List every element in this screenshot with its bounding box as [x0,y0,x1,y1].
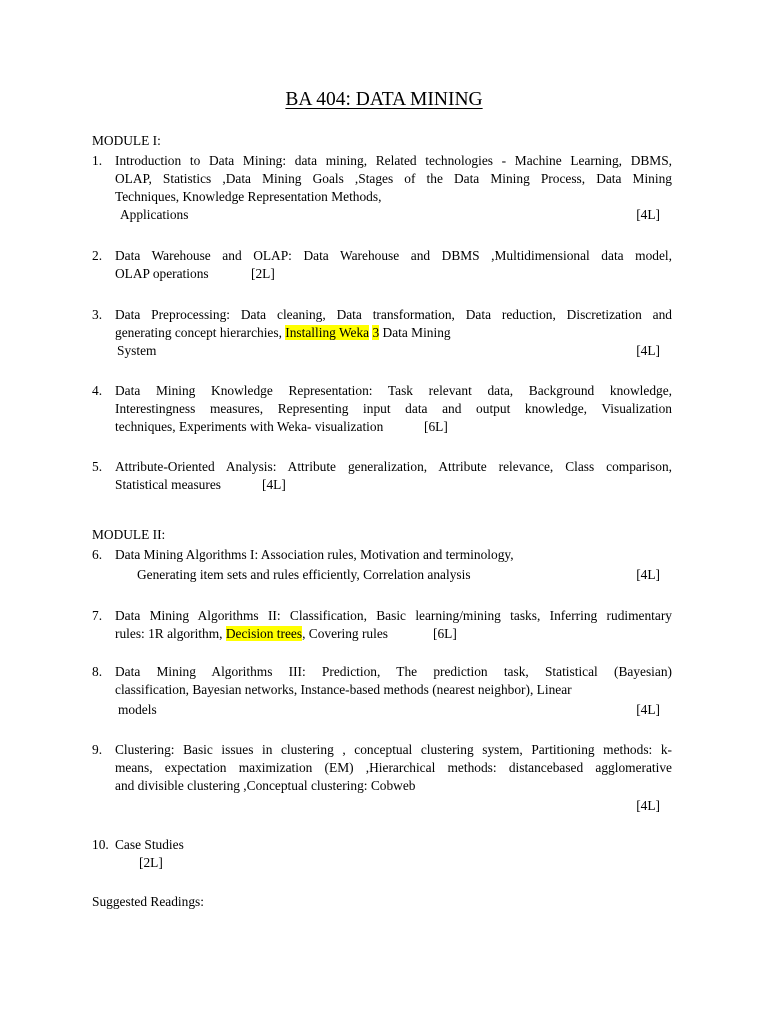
item-number: 4. [92,383,103,398]
item-text-line [115,625,388,643]
item-text: generating concept hierarchies, [115,325,286,340]
syllabus-item-9 [92,741,672,815]
item-text: rules: 1R algorithm, [115,626,226,641]
item-text-line: classification, Bayesian networks, Instance-based methods (nearest neighbor), Linear [115,682,572,697]
module-2-heading: MODULE II: [92,527,166,542]
item-text-line: Data Preprocessing: Data cleaning, Data transformation, Data reduction, Discretization and [115,307,672,322]
syllabus-item-5 [92,458,672,494]
lecture-hours: [4L] [636,207,660,222]
item-text-line: means, expectation maximization (EM) ,Hierarchical methods: distancebased agglomerative [115,760,672,775]
page-title: BA 404: DATA MINING [285,89,483,110]
item-text-line: Introduction to Data Mining: data mining, Related technologies - Machine Learning, DBMS, [115,153,672,168]
lecture-hours: [2L] [139,855,163,870]
item-text-line: Data Mining Knowledge Representation: Task relevant data, Background knowledge, [115,383,672,398]
item-number: 1. [92,153,103,168]
item-text-line: and divisible clustering ,Conceptual clustering: Cobweb [115,778,416,793]
item-text-line: Techniques, Knowledge Representation Methods, [115,189,382,204]
lecture-hours: [2L] [251,266,275,281]
item-text-line: models [118,702,157,717]
item-text-line: Applications [120,207,189,222]
lecture-hours: [6L] [424,419,448,434]
syllabus-item-4 [92,382,672,436]
syllabus-item-7 [92,607,672,643]
item-text-line: Generating item sets and rules efficiently, Correlation analysis [137,567,471,582]
syllabus-item-3 [92,306,672,360]
item-text-line: techniques, Experiments with Weka- visualization [115,419,384,434]
item-number: 3. [92,307,103,322]
lecture-hours: [4L] [636,702,660,717]
item-number: 10. [92,837,109,852]
syllabus-item-2 [92,247,672,283]
item-number: 6. [92,547,103,562]
item-text-line: Data Warehouse and OLAP: Data Warehouse and DBMS ,Multidimensional data model, [115,248,672,263]
highlighted-text: Installing Weka [285,325,370,340]
item-text-line: System [117,343,157,358]
lecture-hours: [4L] [636,798,660,813]
item-text-line: OLAP operations [115,266,209,281]
item-text-line: Attribute-Oriented Analysis: Attribute generalization, Attribute relevance, Class comparison, [115,459,672,474]
item-text-line: Data Mining Algorithms II: Classification, Basic learning/mining tasks, Inferring rudimentary [115,608,672,623]
item-text-line: Case Studies [115,837,184,852]
item-text-line: Data Mining Algorithms I: Association rules, Motivation and terminology, [115,547,514,562]
highlighted-text: 3 [372,325,380,340]
item-number: 5. [92,459,103,474]
item-number: 9. [92,742,103,757]
syllabus-item-8 [92,663,672,719]
syllabus-item-10 [92,836,672,872]
syllabus-item-1 [92,152,672,224]
item-text-line: Clustering: Basic issues in clustering , conceptual clustering system, Partitioning methods: k- [115,742,672,757]
highlighted-text: Decision trees [225,626,303,641]
lecture-hours: [4L] [636,343,660,358]
item-number: 8. [92,664,103,679]
item-text: , Covering rules [302,626,388,641]
item-text: Data Mining [379,325,451,340]
lecture-hours: [4L] [262,477,286,492]
item-text-line: Interestingness measures, Representing input data and output knowledge, Visualization [115,401,672,416]
item-text-line: Data Mining Algorithms III: Prediction, The prediction task, Statistical (Bayesian) [115,664,672,679]
suggested-readings-heading: Suggested Readings: [92,894,204,909]
item-text-line: OLAP, Statistics ,Data Mining Goals ,Stages of the Data Mining Process, Data Mining [115,171,672,186]
item-text-line: Statistical measures [115,477,221,492]
item-number: 2. [92,248,103,263]
module-1-heading: MODULE I: [92,133,161,148]
lecture-hours: [6L] [433,626,457,641]
item-number: 7. [92,608,103,623]
item-text-line [115,324,672,342]
lecture-hours: [4L] [636,567,660,582]
syllabus-item-6 [92,546,672,584]
